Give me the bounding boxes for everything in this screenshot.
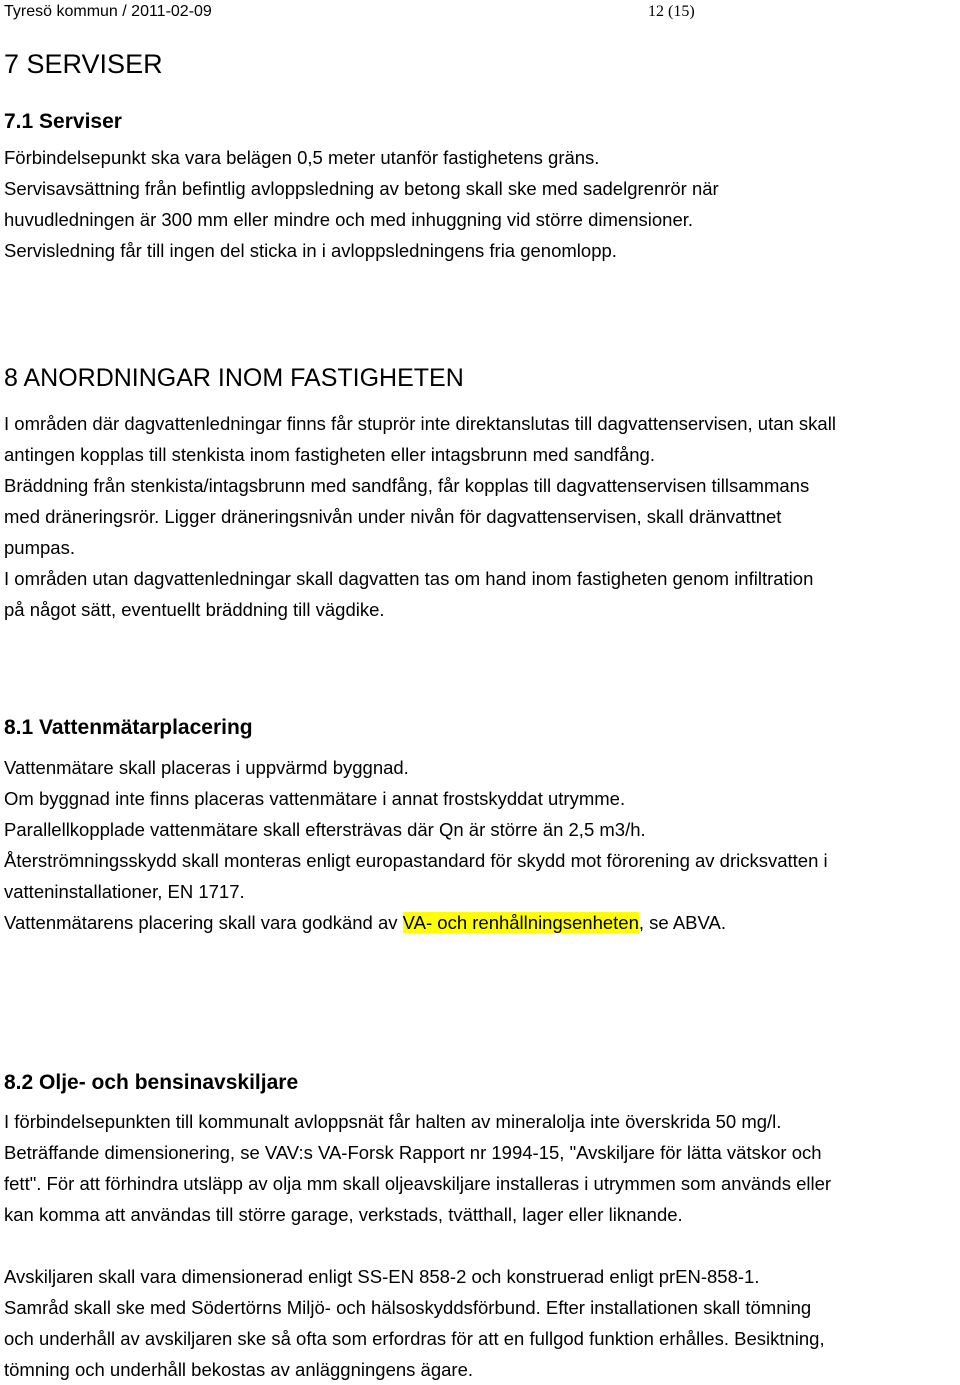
highlighted-text: VA- och renhållningsenheten: [402, 912, 639, 933]
text-line: Återströmningsskydd skall monteras enligt europastandard för skydd mot förorening av dricksvatten i: [4, 850, 828, 871]
text-line: Vattenmätare skall placeras i uppvärmd byggnad.: [4, 757, 409, 778]
text-line: och underhåll av avskiljaren ske så ofta som erfordras för att en fullgod funktion erhålles. Besiktning,: [4, 1328, 825, 1349]
text-line: kan komma att användas till större garage, verkstads, tvätthall, lager eller liknande.: [4, 1204, 683, 1225]
section-7-heading: 7 SERVISER: [4, 49, 163, 79]
section-8-2-paragraph-b: [4, 1261, 825, 1385]
text-line: Servisledning får till ingen del sticka in i avloppsledningens fria genomlopp.: [4, 240, 617, 261]
text-line: fett". För att förhindra utsläpp av olja mm skall oljeavskiljare installeras i utrymmen som används eller: [4, 1173, 832, 1194]
text-line: Bräddning från stenkista/intagsbrunn med sandfång, får kopplas till dagvattenservisen tillsammans: [4, 475, 810, 496]
text-line: Servisavsättning från befintlig avloppsledning av betong skall ske med sadelgrenrör när: [4, 178, 719, 199]
section-8-paragraph: [4, 408, 836, 625]
text-line: Parallellkopplade vattenmätare skall eftersträvas där Qn är större än 2,5 m3/h.: [4, 819, 646, 840]
header-date: 2011-02-09: [131, 3, 212, 20]
text-line: I områden utan dagvattenledningar skall dagvatten tas om hand inom fastigheten genom infiltration: [4, 568, 814, 589]
section-8-2-heading: 8.2 Olje- och bensinavskiljare: [4, 1071, 299, 1094]
text-line: I områden där dagvattenledningar finns får stuprör inte direktanslutas till dagvattenservisen, utan skall: [4, 413, 836, 434]
text-line: Beträffande dimensionering, se VAV:s VA-Forsk Rapport nr 1994-15, "Avskiljare för lätta vätskor och: [4, 1142, 822, 1163]
section-7-1-paragraph: [4, 142, 719, 266]
section-8-1-paragraph: [4, 752, 828, 938]
section-7-1-heading: 7.1 Serviser: [4, 110, 122, 133]
header-separator: /: [122, 3, 127, 20]
text-line: antingen kopplas till stenkista inom fastigheten eller intagsbrunn med sandfång.: [4, 444, 655, 465]
text-line: Om byggnad inte finns placeras vattenmätare i annat frostskyddat utrymme.: [4, 788, 626, 809]
section-8-heading: 8 ANORDNINGAR INOM FASTIGHETEN: [4, 364, 464, 392]
text-line: Förbindelsepunkt ska vara belägen 0,5 meter utanför fastighetens gräns.: [4, 147, 600, 168]
text-line: Samråd skall ske med Södertörns Miljö- och hälsoskyddsförbund. Efter installationen skall tömning: [4, 1297, 812, 1318]
text-line: pumpas.: [4, 537, 75, 558]
page-header: [4, 2, 695, 22]
text-line: Avskiljaren skall vara dimensionerad enligt SS-EN 858-2 och konstruerad enligt prEN-858-1.: [4, 1266, 760, 1287]
header-org: Tyresö kommun: [4, 3, 118, 20]
text-line: huvudledningen är 300 mm eller mindre och med inhuggning vid större dimensioner.: [4, 209, 694, 230]
text-segment: Vattenmätarens placering skall vara godkänd av: [4, 912, 403, 933]
section-8-2-paragraph-a: [4, 1106, 831, 1230]
header-page-number: 12 (15): [648, 3, 695, 20]
text-line: med dräneringsrör. Ligger dräneringsnivån under nivån för dagvattenservisen, skall dränvattnet: [4, 506, 782, 527]
text-line: vatteninstallationer, EN 1717.: [4, 881, 245, 902]
text-line: [4, 907, 828, 938]
text-segment: , se ABVA.: [638, 912, 726, 933]
text-line: tömning och underhåll bekostas av anläggningens ägare.: [4, 1359, 473, 1380]
text-line: I förbindelsepunkten till kommunalt avloppsnät får halten av mineralolja inte överskrida 50 mg/l.: [4, 1111, 782, 1132]
section-8-1-heading: 8.1 Vattenmätarplacering: [4, 716, 253, 739]
text-line: på något sätt, eventuellt bräddning till vägdike.: [4, 599, 385, 620]
